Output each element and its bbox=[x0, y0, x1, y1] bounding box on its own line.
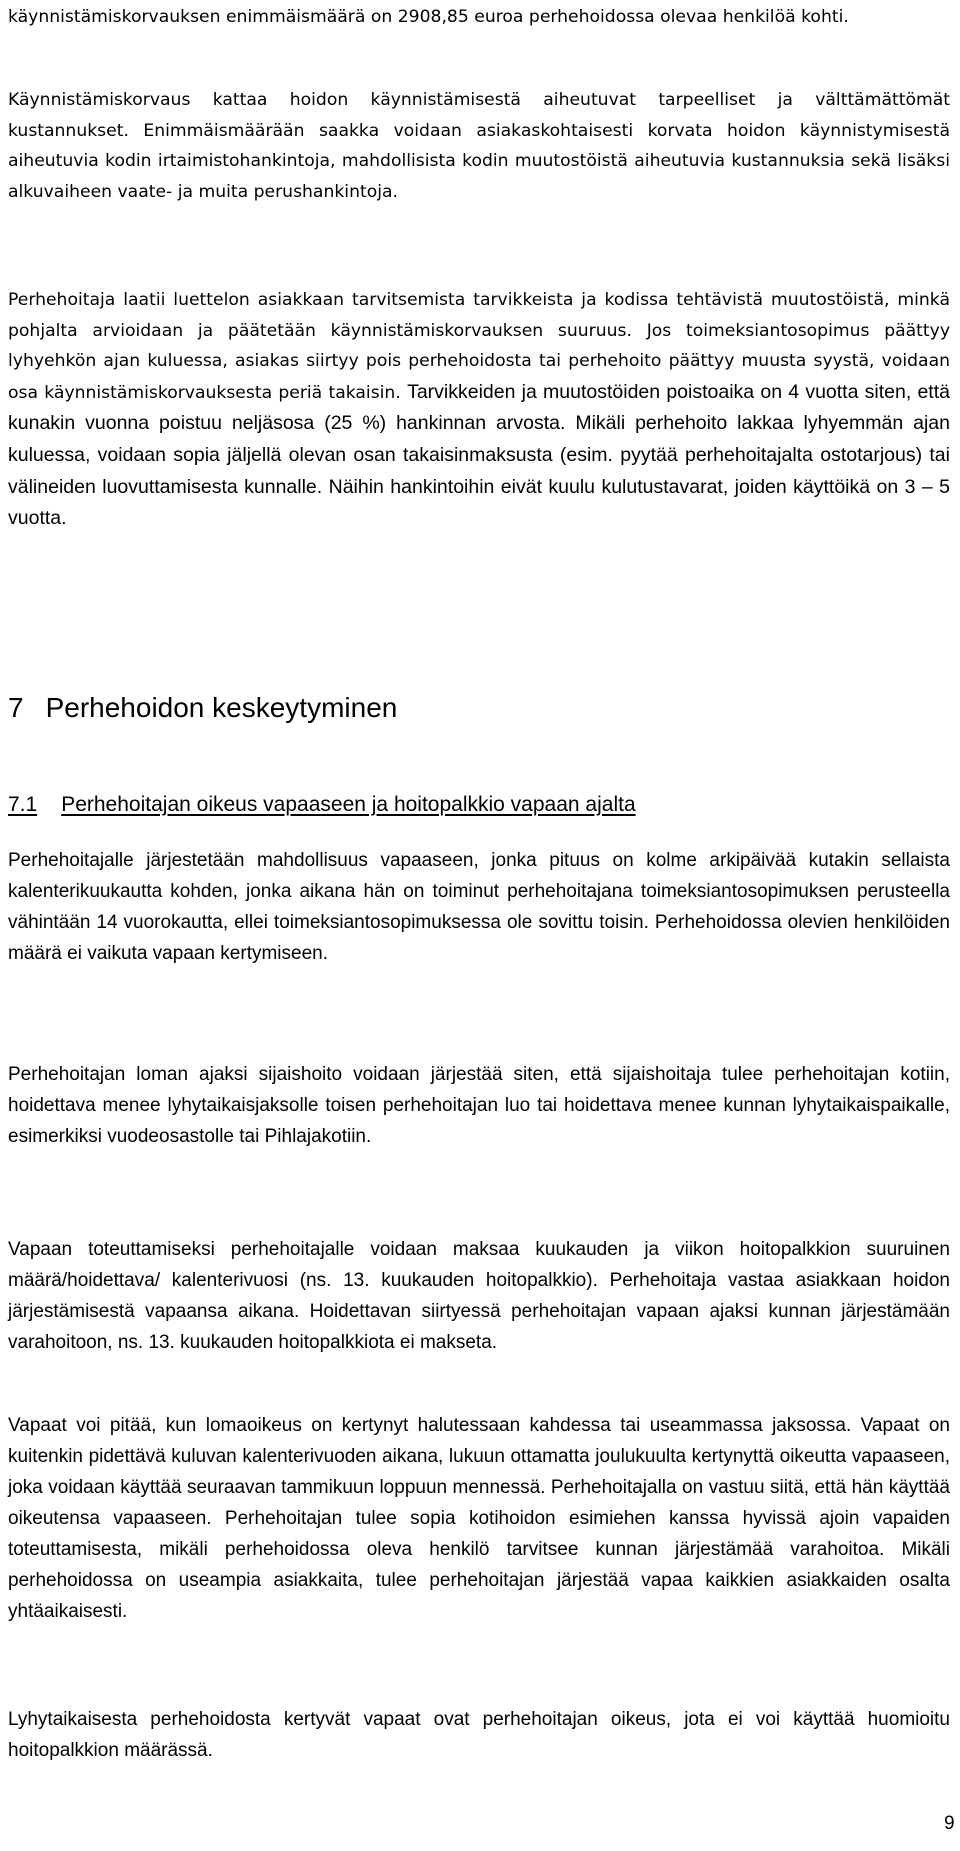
chapter-title: Perhehoidon keskeytyminen bbox=[45, 692, 398, 723]
paragraph-start-compensation-coverage: Käynnistämiskorvaus kattaa hoidon käynnistämisestä aiheutuvat tarpeelliset ja välttämättömät kustannukset. Enimmäismäärään saakka voidaan asiakaskohtaisesti korvata hoidon käynnistymisestä aiheutuvia kodin irtaimistohankintoja, mahdollisista kodin muutostöistä aiheutuvia kustannuksia sekä lisäksi alkuvaiheen vaate- ja muita perushankintoja. bbox=[8, 90, 950, 202]
paragraph-vacation-pay: Vapaan toteuttamiseksi perhehoitajalle voidaan maksaa kuukauden ja viikon hoitopalkkion suuruinen määrä/hoidettava/ kalenterivuosi (ns. 13. kuukauden hoitopalkkio). Perhehoitaja vastaa asiakkaan hoidon järjestämisestä vapaansa aikana. Hoidettavan siirtyessä perhehoitajan vapaan ajaksi kunnan järjestämään varahoitoon, ns. 13. kuukauden hoitopalkkiota ei makseta. bbox=[8, 1239, 950, 1353]
paragraph-supplies-list bbox=[8, 285, 950, 535]
chapter-heading bbox=[8, 690, 397, 726]
section-title: Perhehoitajan oikeus vapaaseen ja hoitopalkkio vapaan ajalta bbox=[61, 793, 636, 816]
paragraph-supplies-list-text: Perhehoitaja laatii luettelon asiakkaan tarvitsemista tarvikkeista ja kodissa tehtävistä muutostöistä, minkä pohjalta arvioidaan ja päätetään käynnistämiskorvauksen suuruus. Jos toimeksiantosopimus päättyy lyhyehkön ajan kuluessa, asiakas siirtyy pois perhehoidosta tai perhehoito päättyy muusta syystä, voidaan osa käynnistämiskorvauksesta periä takaisin. bbox=[8, 290, 950, 403]
chapter-number: 7 bbox=[8, 692, 24, 723]
section-heading bbox=[8, 790, 636, 820]
section-number: 7.1 bbox=[8, 793, 38, 816]
paragraph-short-term-care: Lyhytaikaisesta perhehoidosta kertyvät vapaat ovat perhehoitajan oikeus, jota ei voi käyttää huomioitu hoitopalkkion määrässä. bbox=[8, 1709, 950, 1761]
paragraph-vacation-scheduling: Vapaat voi pitää, kun lomaoikeus on kertynyt halutessaan kahdessa tai useammassa jaksossa. Vapaat on kuitenkin pidettävä kuluvan kalenterivuoden aikana, lukuun ottamatta joulukuulta kertynyttä oikeutta vapaaseen, joka voidaan käyttää seuraavan tammikuun loppuun mennessä. Perhehoitajalla on vastuu siitä, että hän käyttää oikeutensa vapaaseen. Perhehoitajan tulee sopia kotihoidon esimiehen kanssa hyvissä ajoin vapaiden toteuttamisesta, mikäli perhehoidossa oleva henkilö tarvitsee kunnan järjestämää varahoitoa. Mikäli perhehoidossa on useampia asiakkaita, tulee perhehoitajan järjestää vapaa kaikkien asiakkaiden osalta yhtäaikaisesti. bbox=[8, 1415, 950, 1622]
page-number: 9 bbox=[944, 1813, 955, 1834]
paragraph-start-compensation-max: käynnistämiskorvauksen enimmäismäärä on 2908,85 euroa perhehoidossa olevaa henkilöä kohti. bbox=[8, 7, 849, 27]
paragraph-substitute-care: Perhehoitajan loman ajaksi sijaishoito voidaan järjestää siten, että sijaishoitaja tulee perhehoitajan kotiin, hoidettava menee lyhytaikaisjaksolle toisen perhehoitajan luo tai hoidettava menee kunnan lyhytaikaispaikalle, esimerkiksi vuodeosastolle tai Pihlajakotiin. bbox=[8, 1064, 950, 1147]
paragraph-vacation-entitlement: Perhehoitajalle järjestetään mahdollisuus vapaaseen, jonka pituus on kolme arkipäivää kutakin sellaista kalenterikuukautta kohden, jonka aikana hän on toiminut perhehoitajana toimeksiantosopimuksen perusteella vähintään 14 vuorokautta, ellei toimeksiantosopimuksessa ole sovittu toisin. Perhehoidossa olevien henkilöiden määrä ei vaikuta vapaan kertymiseen. bbox=[8, 850, 950, 964]
paragraph-depreciation-text: Tarvikkeiden ja muutostöiden poistoaika on 4 vuotta siten, että kunakin vuonna poistuu neljäsosa (25 %) hankinnan arvosta. Mikäli perhehoito lakkaa lyhyemmän ajan kuluessa, voidaan sopia jäljellä olevan osan takaisinmaksusta (esim. pyytää perhehoitajalta ostotarjous) tai välineiden luovuttamisesta kunnalle. Näihin hankintoihin eivät kuulu kulutustavarat, joiden käyttöikä on 3 – 5 vuotta. bbox=[8, 380, 950, 530]
